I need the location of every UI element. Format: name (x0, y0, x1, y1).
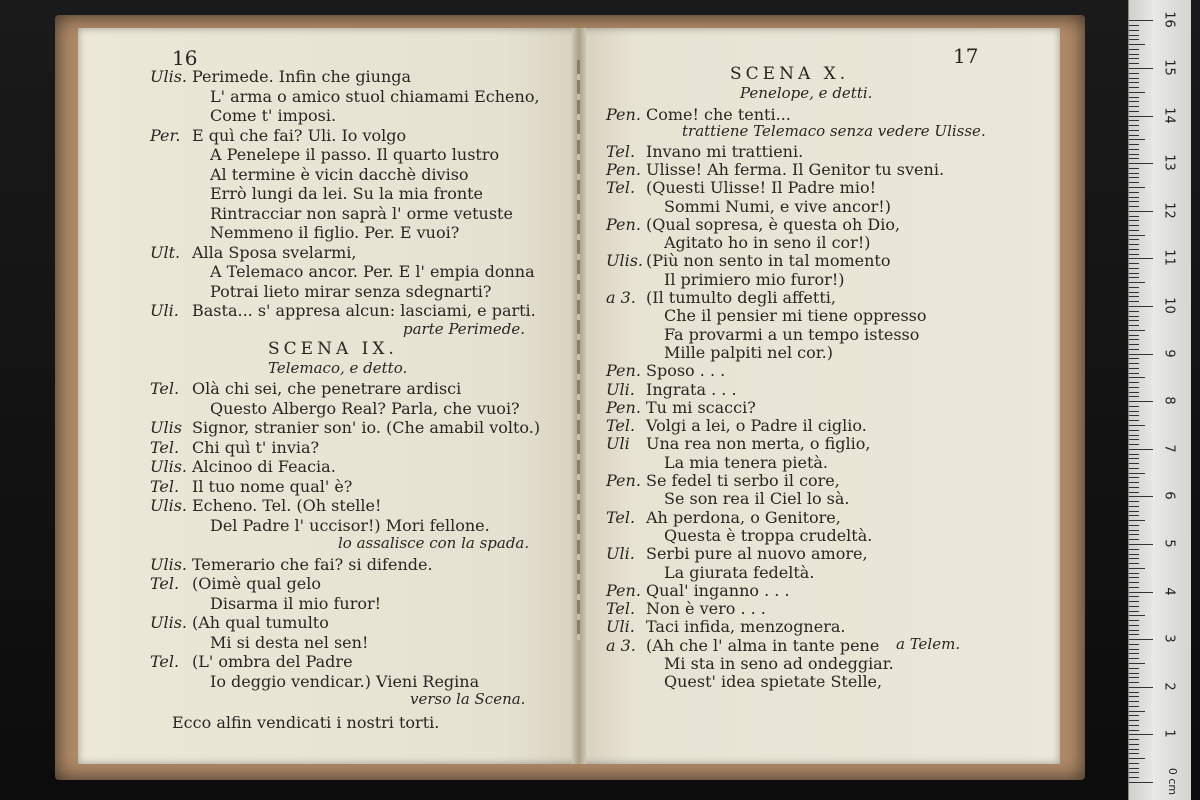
ruler-tick (1129, 601, 1139, 602)
speaker-label: Uli. (150, 301, 179, 320)
verse-text: Ah perdona, o Genitore, (646, 507, 841, 527)
speaker-label: Ulis (150, 418, 182, 437)
ruler-tick (1129, 463, 1139, 464)
ruler-tick (1129, 568, 1145, 569)
ruler-tick (1129, 401, 1153, 402)
ruler-tick (1129, 187, 1145, 188)
ruler-tick (1129, 673, 1139, 674)
ruler-number: 10 (1161, 297, 1177, 314)
ruler-tick (1129, 772, 1139, 773)
verse-text: Agitato ho in seno il cor!) (664, 233, 871, 253)
ruler-tick (1129, 216, 1139, 217)
ruler-tick (1129, 82, 1139, 83)
speaker-label: Tel. (150, 476, 180, 496)
verse-text: Errò lungi da lei. Su la mia fronte (210, 184, 484, 203)
stage-direction: parte Perimede. (403, 319, 525, 338)
speaker-label: Pen. (606, 105, 641, 124)
ruler-tick (1129, 373, 1139, 374)
ruler-tick (1129, 615, 1145, 616)
speaker-label: a 3. (606, 635, 636, 655)
ruler-tick (1129, 287, 1139, 288)
speaker-label: Tel. (150, 652, 180, 671)
ruler-tick (1129, 577, 1139, 578)
speaker-label: Pen. (606, 159, 641, 179)
scene-characters: Penelope, e detti. (740, 84, 873, 102)
verse-text: A Telemaco ancor. Per. E l' empia donna (210, 262, 535, 281)
verse-text: Se son rea il Ciel lo sà. (664, 489, 850, 509)
ruler-tick (1129, 25, 1139, 26)
ruler-tick (1129, 335, 1139, 336)
speaker-label: Ulis. (150, 613, 188, 632)
ruler-tick (1129, 120, 1139, 121)
ruler-tick (1129, 158, 1139, 159)
ruler-tick (1129, 544, 1153, 545)
ruler-tick (1129, 696, 1139, 697)
ruler-tick (1129, 525, 1139, 526)
verse-text: L' arma o amico stuol chiamami Echeno, (210, 86, 540, 106)
verse-text: Una rea non merta, o figlio, (646, 434, 871, 454)
ruler-tick (1129, 487, 1139, 488)
ruler-tick (1129, 177, 1139, 178)
ruler-tick (1129, 454, 1139, 455)
verse-text: Che il pensier mi tiene oppresso (664, 306, 927, 326)
ruler-number: 3 (1161, 634, 1177, 643)
ruler-tick (1129, 382, 1139, 383)
ruler-tick (1129, 173, 1139, 174)
speaker-label: Tel. (150, 437, 180, 457)
ruler-tick (1129, 182, 1139, 183)
ruler-tick (1129, 197, 1139, 198)
verse-text: Mi si desta nel sen! (210, 632, 369, 652)
ruler-tick (1129, 711, 1145, 712)
ruler-tick (1129, 730, 1139, 731)
speaker-label: Ulis. (150, 457, 188, 476)
speaker-label: Uli. (606, 544, 635, 564)
ruler-tick (1129, 758, 1145, 759)
ruler-tick (1129, 39, 1139, 40)
verse-text: Disarma il mio furor! (210, 593, 382, 613)
ruler-number: 7 (1161, 444, 1177, 453)
ruler-tick (1129, 78, 1139, 79)
stage-direction: lo assalisce con la spada. (338, 534, 530, 552)
ruler-tick (1129, 706, 1139, 707)
verse-text: E quì che fai? Uli. Io volgo (192, 125, 407, 145)
scene-heading: SCENA IX. (268, 339, 398, 359)
verse-text: Taci infida, menzognera. (646, 617, 846, 637)
ruler-tick (1129, 511, 1139, 512)
ruler-tick (1129, 634, 1139, 635)
verse-text: (Questi Ulisse! Il Padre mio! (646, 178, 877, 198)
ruler-tick (1129, 530, 1139, 531)
ruler-tick (1129, 249, 1139, 250)
speaker-label: Pen. (606, 361, 641, 381)
verse-text: Quest' idea spietate Stelle, (664, 672, 883, 692)
ruler-tick (1129, 201, 1139, 202)
ruler-tick (1129, 687, 1153, 688)
ruler-tick (1129, 97, 1139, 98)
ruler-number: 14 (1161, 106, 1177, 124)
ruler-tick (1129, 573, 1139, 574)
ruler-tick (1129, 592, 1153, 593)
ruler-tick (1129, 282, 1145, 283)
ruler-tick (1129, 563, 1139, 564)
verse-text: (Oimè qual gelo (192, 574, 321, 593)
speaker-label: Tel. (606, 599, 636, 619)
ruler-tick (1129, 206, 1139, 207)
ruler-tick (1129, 744, 1139, 745)
verse-text: (Ah che l' alma in tante pene (646, 635, 880, 655)
verse-text: Temerario che fai? si difende. (192, 554, 433, 574)
ruler-tick (1129, 777, 1139, 778)
verse-text: (Il tumulto degli affetti, (646, 288, 836, 307)
ruler-tick (1129, 534, 1139, 535)
ruler-tick (1129, 363, 1139, 364)
ruler-tick (1129, 35, 1139, 36)
verse-text: Questa è troppa crudeltà. (664, 525, 873, 545)
verse-text: Se fedel ti serbo il core, (646, 471, 840, 490)
ruler-tick (1129, 111, 1139, 112)
verse-text: Come t' imposi. (210, 106, 337, 125)
verse-text: Basta... s' appresa alcun: lasciami, e parti. (192, 301, 536, 320)
ruler-tick (1129, 377, 1145, 378)
page-number: 16 (172, 46, 198, 70)
ruler-tick (1129, 477, 1139, 478)
ruler-tick (1129, 235, 1145, 236)
ruler-number: 15 (1161, 59, 1177, 76)
ruler-tick (1129, 92, 1145, 93)
ruler-number: 5 (1161, 539, 1177, 548)
ruler-tick (1129, 587, 1139, 588)
ruler-unit-label: 0 cm (1166, 767, 1180, 796)
speaker-label: Ult. (150, 242, 181, 262)
ruler-tick (1129, 720, 1139, 721)
ruler-tick (1129, 435, 1139, 436)
ruler-tick (1129, 135, 1139, 136)
speaker-label: Tel. (150, 379, 180, 398)
ruler-tick (1129, 230, 1139, 231)
scene-heading: SCENA X. (730, 64, 850, 84)
ruler-tick (1129, 244, 1139, 245)
ruler-tick (1129, 349, 1139, 350)
ruler-tick (1129, 254, 1139, 255)
verse-text: Il tuo nome qual' è? (192, 476, 353, 496)
ruler-tick (1129, 301, 1139, 302)
ruler-tick (1129, 725, 1139, 726)
ruler-tick (1129, 501, 1139, 502)
ruler-number: 1 (1161, 729, 1177, 739)
speaker-label: Pen. (606, 397, 641, 417)
ruler-tick (1129, 415, 1139, 416)
verse-text: Sommi Numi, e vive ancor!) (664, 196, 891, 216)
right-page (578, 28, 1060, 764)
ruler-tick (1129, 406, 1139, 407)
verse-text: Qual' inganno . . . (646, 580, 790, 600)
ruler-tick (1129, 273, 1139, 274)
speaker-label: Tel. (150, 574, 180, 593)
ruler-tick (1129, 701, 1139, 702)
ruler-tick (1129, 320, 1139, 321)
ruler-tick (1129, 611, 1139, 612)
ruler-number: 13 (1161, 154, 1177, 171)
ruler-number: 8 (1161, 396, 1177, 405)
ruler-tick (1129, 734, 1153, 735)
ruler-tick (1129, 677, 1139, 678)
ruler-tick (1129, 87, 1139, 88)
verse-text: Alcinoo di Feacia. (192, 457, 336, 476)
stage-direction: trattiene Telemaco senza vedere Ulisse. (682, 122, 986, 141)
ruler-tick (1129, 420, 1139, 421)
speaker-label: a 3. (606, 288, 636, 307)
ruler-tick (1129, 73, 1139, 74)
ruler-tick (1129, 116, 1153, 117)
ruler-tick (1129, 263, 1139, 264)
speaker-label: Pen. (606, 580, 641, 600)
speaker-label: Per. (150, 125, 181, 145)
ruler-tick (1129, 625, 1139, 626)
ruler-tick (1129, 653, 1139, 654)
scene-characters: Telemaco, e detto. (268, 358, 408, 377)
ruler-tick (1129, 354, 1153, 355)
ruler-tick (1129, 739, 1139, 740)
speaker-label: Uli. (606, 617, 635, 637)
verse-text: La mia tenera pietà. (664, 452, 828, 472)
verse-text: Tu mi scacci? (646, 397, 756, 417)
verse-text: Sposo . . . (646, 361, 726, 381)
ruler-tick (1129, 368, 1139, 369)
ruler-tick (1129, 582, 1139, 583)
ruler-tick (1129, 425, 1145, 426)
verse-text: Non è vero . . . (646, 599, 766, 619)
verse-text: Echeno. Tel. (Oh stelle! (192, 496, 382, 515)
ruler-tick (1129, 782, 1153, 783)
verse-text: (Qual sopresa, è questa oh Dio, (646, 214, 901, 234)
ruler-tick (1129, 125, 1139, 126)
ruler-tick (1129, 49, 1139, 50)
ruler-tick (1129, 311, 1139, 312)
ruler-tick (1129, 211, 1153, 212)
ruler-tick (1129, 644, 1139, 645)
ruler-number: 12 (1161, 202, 1177, 219)
ruler-tick (1129, 682, 1139, 683)
ruler-tick (1129, 715, 1139, 716)
ruler-number: 11 (1161, 249, 1177, 267)
ruler-number: 2 (1161, 682, 1177, 691)
ruler-tick (1129, 763, 1139, 764)
ruler-tick (1129, 649, 1139, 650)
ruler-tick (1129, 106, 1139, 107)
ruler-tick (1129, 30, 1139, 31)
page-number: 17 (953, 44, 979, 68)
verse-text: Volgi a lei, o Padre il ciglio. (646, 416, 867, 436)
ruler-tick (1129, 325, 1139, 326)
left-page (78, 28, 578, 764)
ruler-tick (1129, 63, 1139, 64)
verse-text: Ecco alfin vendicati i nostri torti. (172, 712, 440, 732)
verse-text: Signor, stranier son' io. (Che amabil volto.) (192, 418, 541, 437)
ruler-tick (1129, 668, 1139, 669)
ruler-tick (1129, 387, 1139, 388)
ruler-tick (1129, 239, 1139, 240)
ruler-tick (1129, 358, 1139, 359)
speaker-label: Tel. (606, 416, 636, 436)
speaker-label: Ulis. (150, 67, 188, 86)
ruler-tick (1129, 101, 1139, 102)
ruler-number: 6 (1161, 491, 1177, 501)
verse-text: (Ah qual tumulto (192, 613, 329, 632)
verse-text: Olà chi sei, che penetrare ardisci (192, 379, 462, 398)
ruler-tick (1129, 468, 1139, 469)
verse-text: Alla Sposa svelarmi, (192, 242, 357, 262)
ruler-tick (1129, 458, 1139, 459)
verse-text: A Penelepe il passo. Il quarto lustro (210, 145, 500, 164)
verse-text: Mille palpiti nel cor.) (664, 342, 833, 362)
verse-text: Come! che tenti... (646, 105, 791, 124)
ruler-tick (1129, 392, 1139, 393)
ruler-tick (1129, 339, 1139, 340)
verse-text: Mi sta in seno ad ondeggiar. (664, 654, 894, 673)
ruler-tick (1129, 268, 1139, 269)
verse-text: Questo Albergo Real? Parla, che vuoi? (210, 398, 520, 418)
ruler-tick (1129, 296, 1139, 297)
ruler-tick (1129, 54, 1139, 55)
verse-text: Potrai lieto mirar senza sdegnarti? (210, 281, 492, 301)
verse-text: Ingrata . . . (646, 379, 737, 399)
ruler-tick (1129, 411, 1139, 412)
ruler-tick (1129, 539, 1139, 540)
ruler-number: 9 (1161, 348, 1177, 358)
speaker-label: Tel. (606, 507, 636, 527)
ruler-tick (1129, 192, 1139, 193)
ruler-tick (1129, 292, 1139, 293)
verse-text: Chi quì t' invia? (192, 437, 320, 457)
verse-text: Invano mi trattieni. (646, 141, 804, 161)
ruler-tick (1129, 149, 1139, 150)
ruler-tick (1129, 168, 1139, 169)
speaker-label: Ulis. (150, 554, 188, 574)
ruler-tick (1129, 344, 1139, 345)
ruler-tick (1129, 163, 1153, 164)
ruler-tick (1129, 396, 1139, 397)
ruler-tick (1129, 58, 1139, 59)
ruler-tick (1129, 549, 1139, 550)
verse-text: Rintracciar non saprà l' orme vetuste (210, 203, 513, 223)
ruler-tick (1129, 144, 1139, 145)
ruler-tick (1129, 496, 1153, 497)
ruler-tick (1129, 492, 1139, 493)
ruler-tick (1129, 430, 1139, 431)
ruler-tick (1129, 663, 1145, 664)
verse-text: Serbi pure al nuovo amore, (646, 544, 868, 564)
ruler-tick (1129, 596, 1139, 597)
verse-text: (L' ombra del Padre (192, 652, 353, 671)
ruler-tick (1129, 130, 1139, 131)
ruler-tick (1129, 68, 1153, 69)
ruler-tick (1129, 444, 1139, 445)
speaker-label: Ulis. (606, 251, 644, 271)
speaker-label: Uli (606, 434, 630, 454)
verse-text: (Più non sento in tal momento (646, 251, 891, 271)
ruler-tick (1129, 220, 1139, 221)
verse-text: La giurata fedeltà. (664, 562, 815, 582)
verse-text: Il primiero mio furor!) (664, 269, 845, 289)
verse-text: Del Padre l' uccisor!) Mori fellone. (210, 515, 490, 535)
ruler-tick (1129, 154, 1139, 155)
ruler-tick (1129, 258, 1153, 259)
ruler-number: 16 (1161, 11, 1177, 29)
speaker-label: Pen. (606, 214, 641, 234)
ruler-tick (1129, 330, 1145, 331)
ruler-tick (1129, 473, 1145, 474)
ruler-tick (1129, 620, 1139, 621)
verse-text: Perimede. Infin che giunga (192, 67, 412, 86)
ruler-tick (1129, 506, 1139, 507)
ruler-tick (1129, 554, 1139, 555)
ruler-tick (1129, 225, 1139, 226)
ruler-tick (1129, 520, 1145, 521)
verse-text: Nemmeno il figlio. Per. E vuoi? (210, 223, 460, 242)
measuring-ruler (1128, 0, 1191, 800)
ruler-tick (1129, 515, 1139, 516)
ruler-tick (1129, 482, 1139, 483)
speaker-label: Tel. (606, 141, 636, 161)
ruler-tick (1129, 44, 1145, 45)
stage-direction: a Telem. (896, 634, 961, 653)
ruler-tick (1129, 306, 1153, 307)
speaker-label: Tel. (606, 178, 636, 198)
speaker-label: Ulis. (150, 496, 188, 515)
ruler-tick (1129, 768, 1139, 769)
ruler-tick (1129, 692, 1139, 693)
speaker-label: Uli. (606, 379, 635, 399)
ruler-number: 4 (1161, 586, 1177, 596)
ruler-tick (1129, 606, 1139, 607)
verse-text: Fa provarmi a un tempo istesso (664, 324, 920, 344)
ruler-tick (1129, 439, 1139, 440)
speaker-label: Pen. (606, 471, 641, 490)
verse-text: Io deggio vendicar.) Vieni Regina (210, 671, 480, 691)
ruler-tick (1129, 316, 1139, 317)
ruler-tick (1129, 558, 1139, 559)
ruler-tick (1129, 658, 1139, 659)
ruler-tick (1129, 749, 1139, 750)
ruler-tick (1129, 639, 1153, 640)
stage-direction: verso la Scena. (410, 690, 526, 708)
ruler-tick (1129, 630, 1139, 631)
verse-text: Ulisse! Ah ferma. Il Genitor tu sveni. (646, 159, 945, 179)
verse-text: Al termine è vicin dacchè diviso (210, 164, 469, 184)
ruler-tick (1129, 753, 1139, 754)
ruler-tick (1129, 277, 1139, 278)
ruler-tick (1129, 139, 1145, 140)
binding-thread (577, 60, 580, 640)
ruler-tick (1129, 20, 1153, 21)
ruler-tick (1129, 449, 1153, 450)
